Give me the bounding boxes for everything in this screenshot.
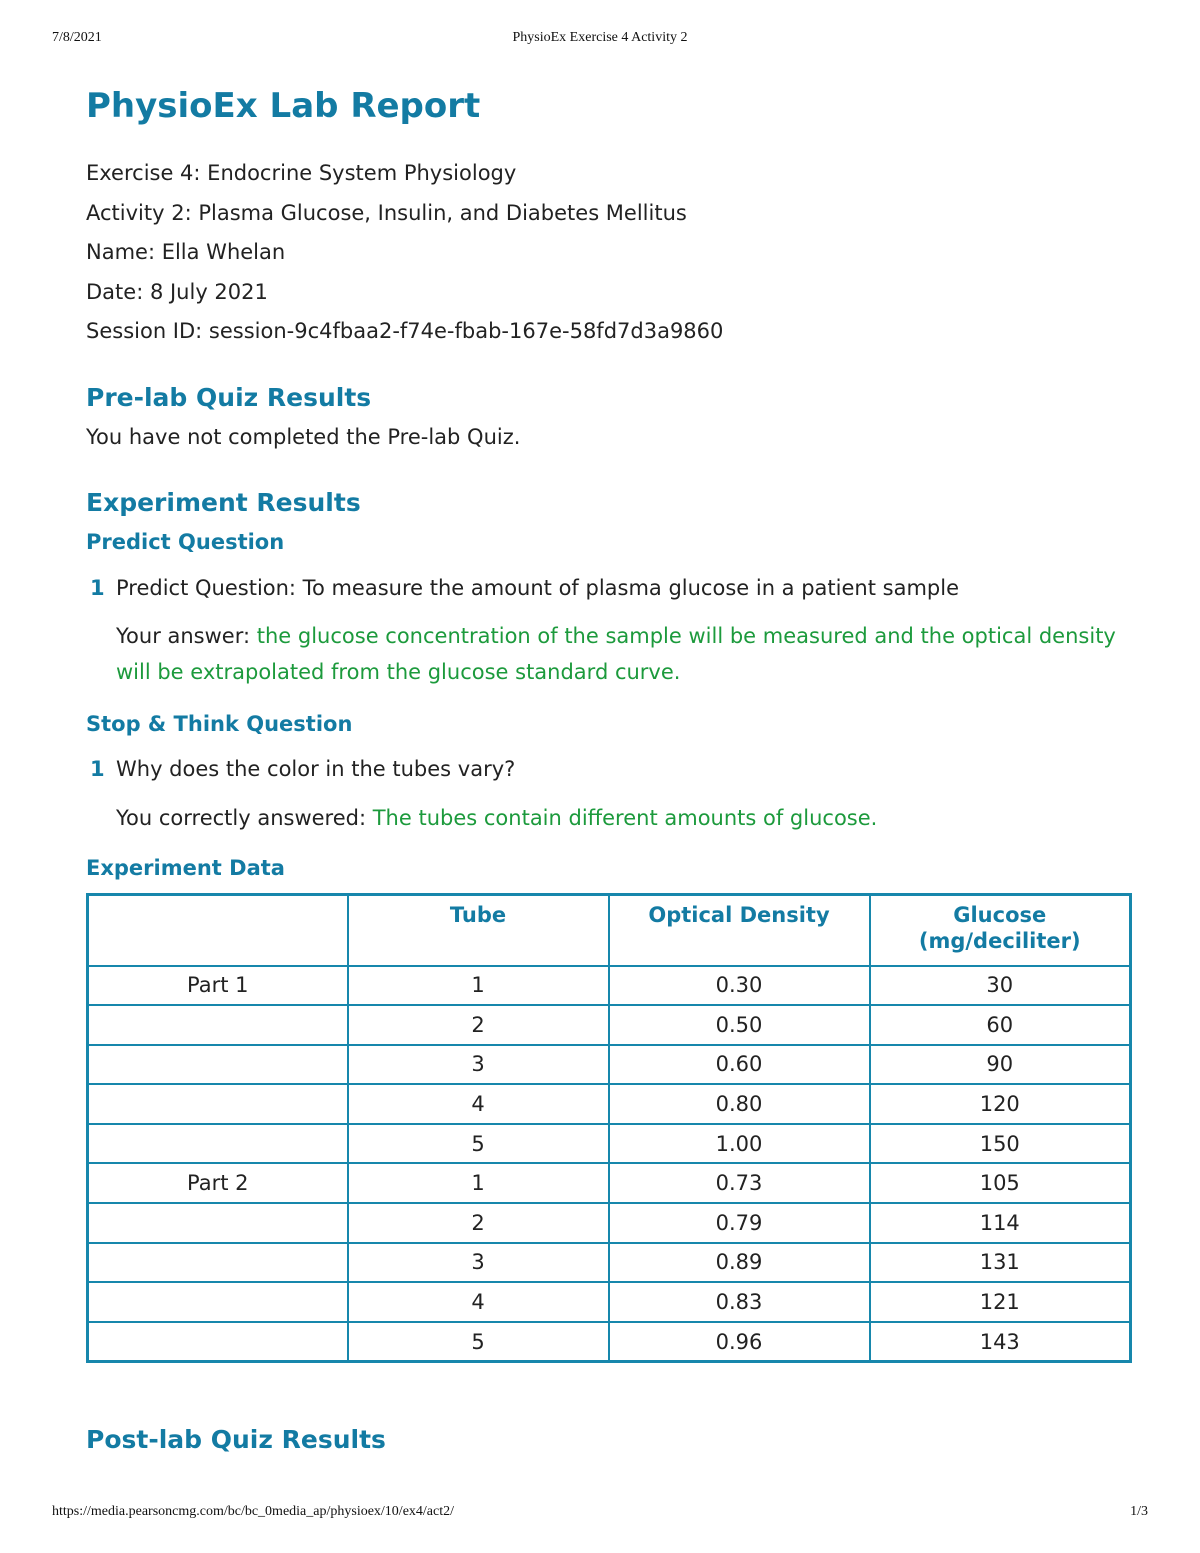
optical-density-cell: 0.79 (609, 1203, 870, 1243)
tube-cell: 1 (348, 1163, 609, 1203)
part-cell (88, 1124, 348, 1164)
answer-label: You correctly answered: (116, 805, 373, 830)
glucose-cell: 120 (870, 1084, 1131, 1124)
table-row (88, 1084, 1131, 1124)
table-row (88, 966, 1131, 1006)
optical-density-cell: 1.00 (609, 1124, 870, 1164)
glucose-cell: 60 (870, 1005, 1131, 1045)
session-line: Session ID: session-9c4fbaa2-f74e-fbab-167e-58fd7d3a9860 (86, 319, 724, 343)
table-row (88, 1045, 1131, 1085)
optical-density-cell: 0.60 (609, 1045, 870, 1085)
predict-answer (86, 618, 1130, 690)
tube-cell: 5 (348, 1322, 609, 1362)
part-cell (88, 1282, 348, 1322)
experiment-heading: Experiment Results (86, 487, 361, 517)
tube-cell: 4 (348, 1084, 609, 1124)
optical-density-cell: 0.50 (609, 1005, 870, 1045)
page-number: 1/3 (1130, 1504, 1148, 1519)
question-text: Predict Question: To measure the amount of plasma glucose in a patient sample (116, 575, 959, 600)
name-line: Name: Ella Whelan (86, 240, 286, 264)
optical-density-cell: 0.80 (609, 1084, 870, 1124)
experiment-data-heading: Experiment Data (86, 855, 285, 880)
glucose-cell: 143 (870, 1322, 1131, 1362)
optical-density-cell: 0.73 (609, 1163, 870, 1203)
part-cell: Part 1 (88, 966, 348, 1006)
part-cell (88, 1203, 348, 1243)
part-cell: Part 2 (88, 1163, 348, 1203)
column-header: Tube (348, 894, 609, 966)
report-content (86, 84, 1130, 1457)
tube-cell: 3 (348, 1045, 609, 1085)
question-text: Why does the color in the tubes vary? (116, 756, 516, 781)
print-date: 7/8/2021 (52, 30, 102, 45)
table-row (88, 1322, 1131, 1362)
answer-text: the glucose concentration of the sample will be measured and the optical density will be extrapolated from the glucose standard curve. (116, 623, 1116, 684)
tube-cell: 5 (348, 1124, 609, 1164)
tube-cell: 4 (348, 1282, 609, 1322)
table-row (88, 1005, 1131, 1045)
part-cell (88, 1084, 348, 1124)
stop-think-heading: Stop & Think Question (86, 711, 353, 736)
table-row (88, 1124, 1131, 1164)
glucose-cell: 121 (870, 1282, 1131, 1322)
column-header: Optical Density (609, 894, 870, 966)
part-cell (88, 1005, 348, 1045)
answer-text: The tubes contain different amounts of glucose. (372, 805, 878, 830)
column-header: Glucose (mg/deciliter) (870, 894, 1131, 966)
page-url: https://media.pearsoncmg.com/bc/bc_0media_ap/physioex/10/ex4/act2/ (52, 1504, 455, 1519)
table-row (88, 1282, 1131, 1322)
part-cell (88, 1243, 348, 1283)
print-header (52, 30, 1148, 50)
tube-cell: 3 (348, 1243, 609, 1283)
column-header (88, 894, 348, 966)
report-meta (86, 154, 1130, 352)
glucose-cell: 30 (870, 966, 1131, 1006)
part-cell (88, 1045, 348, 1085)
prelab-heading: Pre-lab Quiz Results (86, 382, 372, 412)
table-row (88, 1243, 1131, 1283)
question-number: 1 (90, 756, 105, 781)
tube-cell: 1 (348, 966, 609, 1006)
activity-line: Activity 2: Plasma Glucose, Insulin, and Diabetes Mellitus (86, 200, 687, 225)
glucose-cell: 114 (870, 1203, 1131, 1243)
print-footer (52, 1504, 1148, 1524)
optical-density-cell: 0.83 (609, 1282, 870, 1322)
experiment-data-table (86, 893, 1132, 1364)
table-row (88, 1203, 1131, 1243)
tube-cell: 2 (348, 1203, 609, 1243)
optical-density-cell: 0.30 (609, 966, 870, 1006)
table-row (88, 1163, 1131, 1203)
report-title: PhysioEx Lab Report (86, 86, 481, 126)
glucose-cell: 131 (870, 1243, 1131, 1283)
stop-think-question (86, 754, 1130, 784)
part-cell (88, 1322, 348, 1362)
predict-heading: Predict Question (86, 529, 285, 554)
postlab-heading: Post-lab Quiz Results (86, 1425, 386, 1455)
date-line: Date: 8 July 2021 (86, 279, 268, 304)
answer-label: Your answer: (116, 623, 257, 648)
stop-think-answer (86, 800, 1130, 836)
table-header-row (88, 894, 1131, 966)
glucose-cell: 105 (870, 1163, 1131, 1203)
predict-question (86, 573, 1130, 603)
glucose-cell: 90 (870, 1045, 1131, 1085)
question-number: 1 (90, 575, 105, 600)
prelab-status: You have not completed the Pre-lab Quiz. (86, 424, 521, 449)
print-title: PhysioEx Exercise 4 Activity 2 (512, 30, 688, 45)
exercise-line: Exercise 4: Endocrine System Physiology (86, 161, 517, 185)
optical-density-cell: 0.89 (609, 1243, 870, 1283)
tube-cell: 2 (348, 1005, 609, 1045)
optical-density-cell: 0.96 (609, 1322, 870, 1362)
glucose-cell: 150 (870, 1124, 1131, 1164)
